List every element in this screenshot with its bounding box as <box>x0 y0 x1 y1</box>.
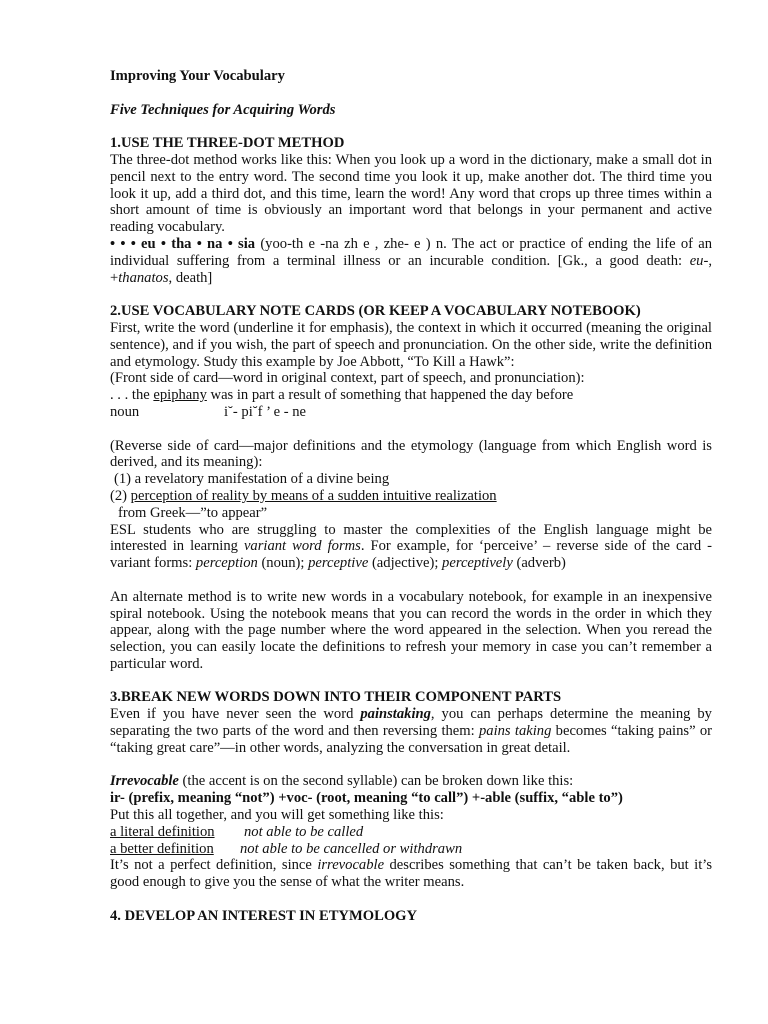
close-text-a: It’s not a perfect definition, since <box>110 857 318 874</box>
section-4-heading: 4. DEVELOP AN INTEREST IN ETYMOLOGY <box>110 907 418 924</box>
irrevocable-word: Irrevocable <box>110 773 179 790</box>
section-2-heading: 2.USE VOCABULARY NOTE CARDS (OR KEEP A VOCABULARY NOTEBOOK) <box>110 303 641 320</box>
put-together: Put this all together, and you will get something like this: <box>110 807 444 824</box>
esl-paragraph <box>110 522 712 572</box>
better-definition-line <box>110 841 712 858</box>
pronunciation: i˘- pi˘f ’ e - ne <box>224 403 306 420</box>
p1-text-c: becomes “taking pains” or “taking great care”—in other words, analyzing the conversation in great detail. <box>110 723 713 756</box>
p1-text-b: , you can perhaps determine the meaning by separating the two parts of the word and then reversing them: <box>110 706 712 740</box>
better-definition-label: a better definition <box>110 840 214 857</box>
esl-perceptively: perceptively <box>442 555 513 572</box>
esl-adverb: (adverb) <box>512 555 566 572</box>
literal-definition: not able to be called <box>244 823 364 840</box>
esl-perceptive: perceptive <box>308 555 369 572</box>
etymology-greek: from Greek—”to appear” <box>118 504 268 521</box>
painstaking-word: painstaking <box>360 706 431 723</box>
irrevocable-rest: (the accent is on the second syllable) can be broken down like this: <box>178 773 574 790</box>
example-post: was in part a result of something that happened the day before <box>206 387 574 404</box>
entry-end: , death] <box>168 269 213 286</box>
section-1-body: The three-dot method works like this: When you look up a word in the dictionary, make a small dot in pencil next to the entry word. The second time you look it up, make another dot. The third time you look it up, add a third dot, and this time, learn the word! Any word that crops up three times within a short amount of time is obviously an important word that belongs in your permanent and active reading vocabulary. <box>110 151 712 236</box>
literal-definition-line <box>110 824 712 841</box>
literal-definition-label: a literal definition <box>110 823 215 840</box>
reverse-side-label: (Reverse side of card—major definitions and the etymology (language from which English word is derived, and its meaning): <box>110 437 712 471</box>
part-of-speech: noun <box>110 403 140 420</box>
better-definition: not able to be cancelled or withdrawn <box>240 840 463 857</box>
esl-variant-word-forms: variant word forms <box>243 538 361 555</box>
example-pre: . . . the <box>110 387 154 404</box>
close-text-b: describes something that can’t be taken back, but it’s good enough to give you the sense of what the writer means. <box>110 857 713 891</box>
pains-taking: pains taking <box>478 723 552 740</box>
entry-plus: , + <box>110 252 712 286</box>
document-page <box>110 68 712 925</box>
esl-noun: (noun); <box>257 555 309 572</box>
example-word: epiphany <box>153 387 207 404</box>
esl-text-a: ESL students who are struggling to master the complexities of the English language might be interested in learning <box>110 521 712 555</box>
definition-1: (1) a revelatory manifestation of a divine being <box>114 471 390 488</box>
esl-perception: perception <box>195 555 258 572</box>
definition-2-text: perception of reality by means of a sudden intuitive realization <box>130 487 497 504</box>
closing-paragraph <box>110 857 712 891</box>
word-parts: ir- (prefix, meaning “not”) +voc- (root, meaning “to call”) +-able (suffix, “able to”) <box>110 790 623 807</box>
dictionary-entry <box>110 236 712 286</box>
esl-text-b: . For example, for ‘perceive’ – reverse side of the card - variant forms: <box>110 538 712 572</box>
section-1-heading: 1.USE THE THREE-DOT METHOD <box>110 135 345 152</box>
painstaking-paragraph <box>110 706 712 756</box>
doc-subtitle: Five Techniques for Acquiring Words <box>110 101 336 118</box>
part-of-speech-line <box>110 404 712 421</box>
entry-thanatos: thanatos <box>118 269 169 286</box>
entry-eu: eu- <box>689 252 709 269</box>
section-2-intro: First, write the word (underline it for emphasis), the context in which it occurred (meaning the original sentence), and if you wish, the part of speech and pronunciation. On the other side, write the definition and etymology. Study this example by Joe Abbott, “To Kill a Hawk”: <box>110 319 712 370</box>
p1-text-a: Even if you have never seen the word <box>110 706 361 723</box>
entry-word: • • • eu • tha • na • sia <box>110 235 256 252</box>
close-irrevocable: irrevocable <box>317 857 385 874</box>
front-side-label: (Front side of card—word in original context, part of speech, and pronunciation): <box>110 370 585 387</box>
definition-2 <box>110 488 712 505</box>
alternate-method-paragraph: An alternate method is to write new words in a vocabulary notebook, for example in an inexpensive spiral notebook. Using the notebook means that you can record the words in the order in which they appear, along with the page number where the word appeared in the selection. When you reread the selection, you can easily locate the definitions to refresh your memory in case you can’t remember a particular word. <box>110 588 712 672</box>
doc-title: Improving Your Vocabulary <box>110 68 285 84</box>
esl-adjective: (adjective); <box>368 555 443 572</box>
example-sentence <box>110 387 712 404</box>
irrevocable-line <box>110 773 712 790</box>
entry-pronunciation: (yoo-th e -na zh e , zhe- e ) n. The act or practice of ending the life of an individual suffering from a terminal illness or an incurable condition. [Gk., a good death: <box>110 235 712 269</box>
section-3-heading: 3.BREAK NEW WORDS DOWN INTO THEIR COMPONENT PARTS <box>110 689 562 706</box>
definition-2-number: (2) <box>110 487 131 504</box>
